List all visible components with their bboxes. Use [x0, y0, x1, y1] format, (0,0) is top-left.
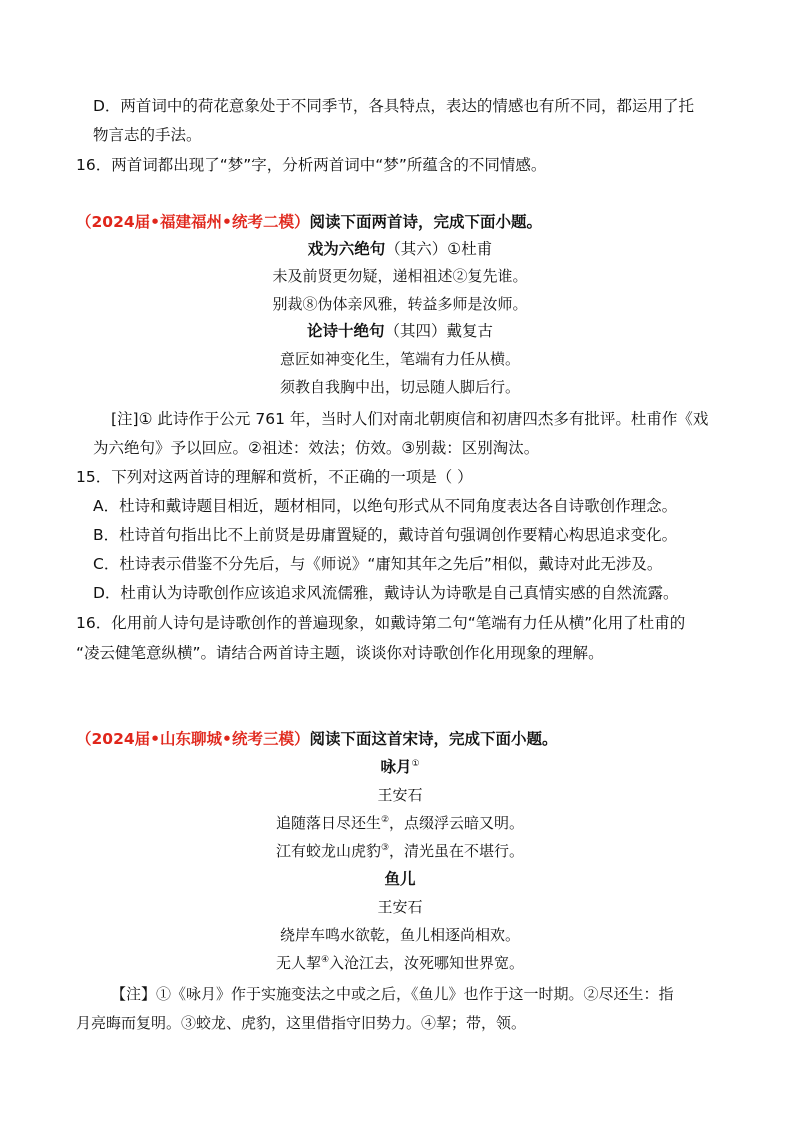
- yongyue-heading: [0, 756, 800, 778]
- yongyue-title: 咏月: [380, 758, 412, 776]
- question-16-line2: “凌云健笔意纵横”。请结合两首诗主题，谈谈你对诗歌创作化用现象的理解。: [76, 644, 604, 662]
- yuer-line2-mark: ④: [320, 955, 330, 965]
- yongyue-line2-b: ，清光虽在不堪行。: [389, 842, 525, 860]
- question-16-line1: 16．化用前人诗句是诗歌创作的普遍现象，如戴诗第二句“笔端有力任从横”化用了杜甫的: [76, 614, 686, 632]
- yongyue-line1-a: 追随落日尽还生: [275, 814, 381, 832]
- yuer-title: 鱼儿: [384, 870, 416, 888]
- yuer-line1: 绕岸车鸣水欲乾，鱼儿相逐尚相欢。: [279, 926, 520, 944]
- yongyue-line2-mark: ③: [380, 843, 390, 853]
- section1-note-line2: 为六绝句》予以回应。②祖述：效法；仿效。③别裁：区别淘汰。: [93, 439, 540, 457]
- option-d-line1: D．两首词中的荷花意象处于不同季节，各具特点，表达的情感也有所不同，都运用了托: [93, 97, 694, 115]
- option-c: C．杜诗表示借鉴不分先后，与《师说》“庸知其年之先后”相似，戴诗对此无涉及。: [93, 555, 663, 573]
- poem1-line1: 未及前贤更勿疑，递相祖述②复先谁。: [272, 267, 528, 285]
- yuer-author: 王安石: [377, 898, 423, 916]
- poem2-subtitle: （其四）戴复古: [384, 322, 494, 340]
- yongyue-line2-a: 江有蛟龙山虎豹: [275, 842, 381, 860]
- section2-note-line1: 【注】①《咏月》作于实施变法之中或之后，《鱼儿》也作于这一时期。②尽还生：指: [111, 985, 674, 1003]
- poem2-heading: [0, 320, 800, 342]
- poem2-line1: 意匠如神变化生，笔端有力任从横。: [279, 350, 520, 368]
- option-a: A．杜诗和戴诗题目相近，题材相同，以绝句形式从不同角度表达各自诗歌创作理念。: [93, 497, 678, 515]
- section2-note-line2: 月亮晦而复明。③蛟龙、虎豹，这里借指守旧势力。④挈；带，领。: [76, 1014, 527, 1032]
- section1-source: （2024届•福建福州•统考二模）: [76, 213, 310, 231]
- section2-instruction: 阅读下面这首宋诗，完成下面小题。: [309, 730, 558, 748]
- yongyue-line1: [0, 812, 800, 834]
- yuer-line2-a: 无人挈: [275, 954, 321, 972]
- option-b: B．杜诗首句指出比不上前贤是毋庸置疑的，戴诗首句强调创作要精心构思追求变化。: [93, 526, 678, 544]
- yongyue-author: 王安石: [377, 786, 423, 804]
- yuer-line2-b: 入沧江去，汝死哪知世界宽。: [329, 954, 525, 972]
- option-d: D．杜甫认为诗歌创作应该追求风流儒雅，戴诗认为诗歌是自己真情实感的自然流露。: [93, 584, 679, 602]
- poem2-title: 论诗十绝句: [306, 322, 385, 340]
- poem1-line2: 别裁⑧伪体亲风雅，转益多师是汝师。: [272, 295, 528, 313]
- poem2-line2: 须教自我胸中出，切忌随人脚后行。: [279, 378, 520, 396]
- yuer-line2: [0, 952, 800, 974]
- section1-header: [76, 211, 542, 233]
- yongyue-line2: [0, 840, 800, 862]
- section1-note-line1: [注]① 此诗作于公元 761 年，当时人们对南北朝庾信和初唐四杰多有批评。杜甫作《戏: [111, 410, 709, 428]
- section1-instruction: 阅读下面两首诗，完成下面小题。: [309, 213, 542, 231]
- option-d-line2: 物言志的手法。: [93, 126, 202, 144]
- yongyue-title-mark: ①: [411, 759, 420, 769]
- section2-header: [76, 728, 557, 750]
- poem1-subtitle: （其六）①杜甫: [385, 240, 493, 258]
- yongyue-line1-b: ，点缀浮云暗又明。: [389, 814, 525, 832]
- poem1-title: 戏为六绝句: [307, 240, 386, 258]
- poem1-heading: [0, 238, 800, 260]
- question-16-top: 16．两首词都出现了“梦”字，分析两首词中“梦”所蕴含的不同情感。: [76, 156, 547, 174]
- section2-source: （2024届•山东聊城•统考三模）: [76, 730, 310, 748]
- question-15: 15．下列对这两首诗的理解和赏析，不正确的一项是（ ）: [76, 468, 473, 486]
- yongyue-line1-mark: ②: [380, 815, 390, 825]
